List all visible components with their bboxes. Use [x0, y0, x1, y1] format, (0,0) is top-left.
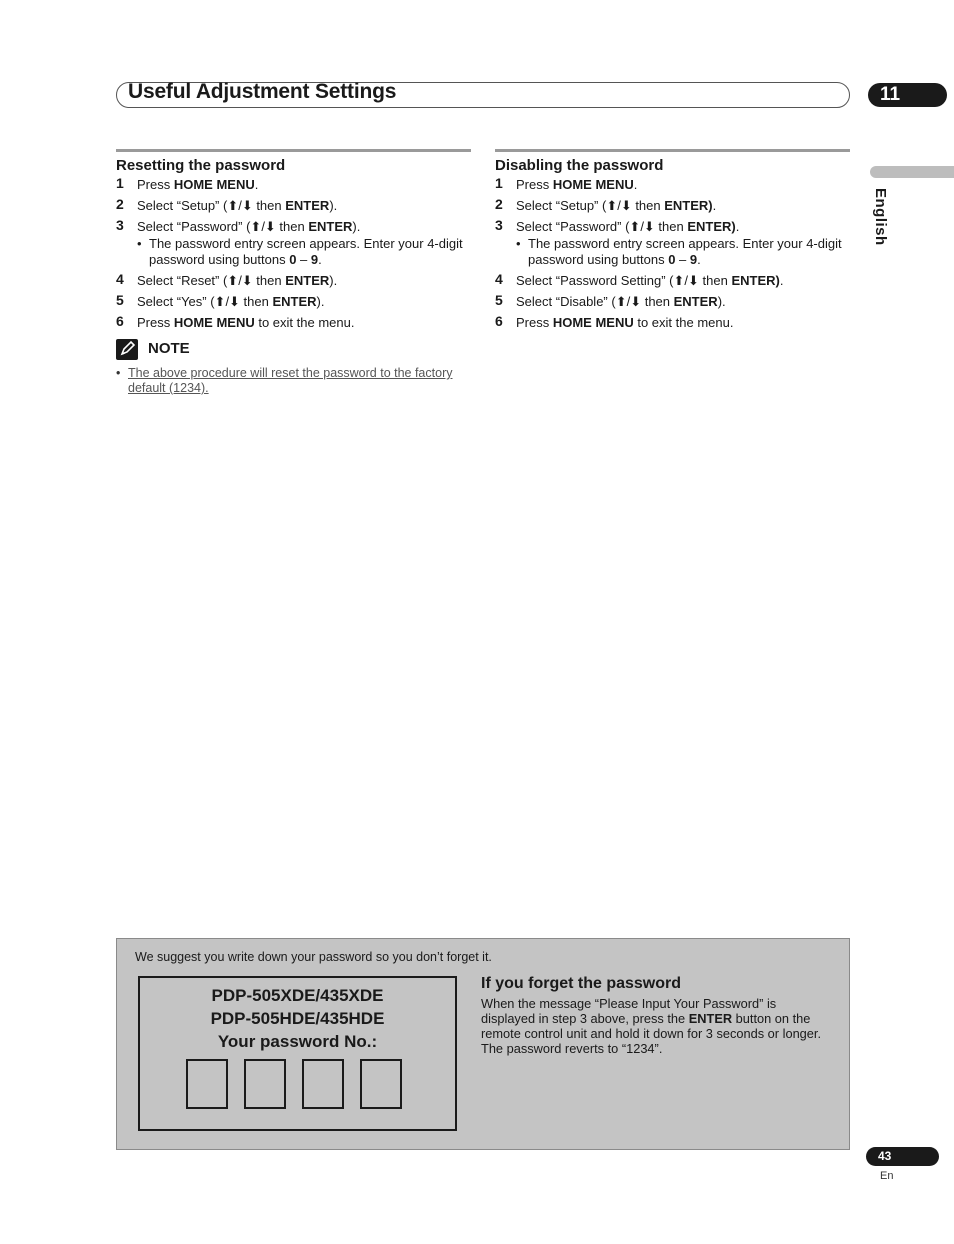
step-number: 4	[116, 271, 124, 287]
your-password-label: Your password No.:	[217, 1032, 378, 1051]
step-text: Select “Disable” (⬆/⬇ then	[516, 294, 674, 309]
forget-title: If you forget the password	[481, 975, 682, 992]
disable-step-4	[495, 273, 850, 289]
step-text: Select “Yes” (⬆/⬇ then	[137, 294, 273, 309]
bullet-end: .	[697, 252, 701, 267]
password-digit-box	[360, 1059, 402, 1109]
section-rule	[495, 149, 850, 152]
page-number-tab	[866, 1147, 939, 1166]
reset-title: Resetting the password	[116, 157, 286, 174]
note-text	[116, 366, 471, 396]
page-title: Useful Adjustment Settings	[128, 80, 397, 103]
disable-title: Disabling the password	[495, 157, 664, 174]
step-text-end: .	[779, 273, 784, 288]
bullet-dash: –	[296, 252, 311, 267]
reset-step-5	[116, 294, 471, 310]
step-text: Select “Password Setting” (⬆/⬇ then	[516, 273, 732, 288]
language-label: English	[872, 188, 889, 246]
forget-text	[481, 996, 831, 1056]
step-text-end: .	[633, 177, 638, 192]
step-text-end: to exit the menu.	[254, 315, 355, 330]
reset-step-4	[116, 273, 471, 289]
disable-step-6	[495, 315, 850, 331]
step-bullet	[516, 236, 850, 268]
step-text-end: ).	[717, 294, 726, 309]
reset-step-6	[116, 315, 471, 331]
disable-section	[495, 149, 850, 336]
bullet-key-0: 0	[289, 252, 297, 267]
note-pencil-icon	[116, 339, 138, 360]
disable-step-2	[495, 198, 850, 214]
step-text: Press	[137, 177, 174, 192]
step-text-end: ).	[329, 198, 338, 213]
disable-step-3	[495, 219, 850, 268]
step-number: 3	[116, 217, 124, 233]
reset-step-2	[116, 198, 471, 214]
password-digit-box	[244, 1059, 286, 1109]
step-number: 6	[495, 313, 503, 329]
step-text: Select “Password” (⬆/⬇ then	[516, 219, 688, 234]
step-text-end: .	[735, 219, 740, 234]
note-label: NOTE	[148, 340, 190, 357]
step-number: 4	[495, 271, 503, 287]
step-key: HOME MENU	[552, 177, 634, 192]
step-key: ENTER)	[664, 198, 713, 213]
forget-enter-key: ENTER	[688, 1011, 733, 1026]
step-number: 1	[495, 175, 503, 191]
section-rule	[116, 149, 471, 152]
step-number: 3	[495, 217, 503, 233]
step-number: 1	[116, 175, 124, 191]
bullet-key-9: 9	[689, 252, 698, 267]
step-number: 2	[116, 196, 124, 212]
step-key: HOME MENU	[173, 315, 255, 330]
forget-text-post: button on the remote control unit and hold it down for 3 seconds or longer.	[481, 1011, 822, 1041]
step-text: Select “Setup” (⬆/⬇ then	[137, 198, 286, 213]
bullet-text: The password entry screen appears. Enter your 4-digit password using buttons	[528, 236, 842, 267]
step-number: 6	[116, 313, 124, 329]
step-text: Select “Setup” (⬆/⬇ then	[516, 198, 665, 213]
page-number: 43	[878, 1149, 892, 1163]
step-text-end: ).	[316, 294, 325, 309]
disable-step-1	[495, 177, 850, 193]
step-number: 5	[495, 292, 503, 308]
password-digit-box	[186, 1059, 228, 1109]
reset-step-3	[116, 219, 471, 268]
step-text: Select “Reset” (⬆/⬇ then	[137, 273, 286, 288]
bullet-dash: –	[675, 252, 690, 267]
step-text: Press	[516, 177, 553, 192]
step-key: ENTER	[308, 219, 353, 234]
page-language: En	[880, 1170, 894, 1182]
step-number: 2	[495, 196, 503, 212]
model-line-1: PDP-505XDE/435XDE	[211, 986, 384, 1005]
step-text: Press	[137, 315, 174, 330]
language-tab	[870, 166, 954, 178]
step-key: ENTER)	[687, 219, 736, 234]
step-text-end: ).	[352, 219, 361, 234]
bullet-end: .	[318, 252, 322, 267]
step-text: Select “Password” (⬆/⬇ then	[137, 219, 309, 234]
step-text-end: ).	[329, 273, 338, 288]
step-text-end: .	[712, 198, 717, 213]
disable-step-5	[495, 294, 850, 310]
step-key: ENTER	[272, 294, 317, 309]
bullet-key-9: 9	[310, 252, 319, 267]
step-key: HOME MENU	[552, 315, 634, 330]
step-text-end: .	[254, 177, 259, 192]
step-key: ENTER	[285, 198, 330, 213]
step-text-end: to exit the menu.	[633, 315, 734, 330]
suggest-text: We suggest you write down your password so you don’t forget it.	[135, 950, 492, 964]
step-text: Press	[516, 315, 553, 330]
note-header	[116, 339, 471, 361]
note-link-text: The above procedure will reset the password to the factory default (1234).	[128, 366, 453, 395]
forget-text-pre: When the message “Please Input Your Password” is displayed in step 3 above, press the	[481, 996, 777, 1026]
step-key: HOME MENU	[173, 177, 255, 192]
bullet-text: The password entry screen appears. Enter your 4-digit password using buttons	[149, 236, 463, 267]
step-number: 5	[116, 292, 124, 308]
step-bullet	[137, 236, 471, 268]
reset-step-1	[116, 177, 471, 193]
password-digit-box	[302, 1059, 344, 1109]
reset-section	[116, 149, 471, 396]
step-key: ENTER)	[731, 273, 780, 288]
step-key: ENTER	[673, 294, 718, 309]
chapter-number: 11	[880, 84, 901, 105]
model-line-2: PDP-505HDE/435HDE	[210, 1009, 385, 1028]
step-key: ENTER	[285, 273, 330, 288]
bullet-key-0: 0	[668, 252, 676, 267]
forget-revert-text: The password reverts to “1234”.	[481, 1041, 663, 1056]
